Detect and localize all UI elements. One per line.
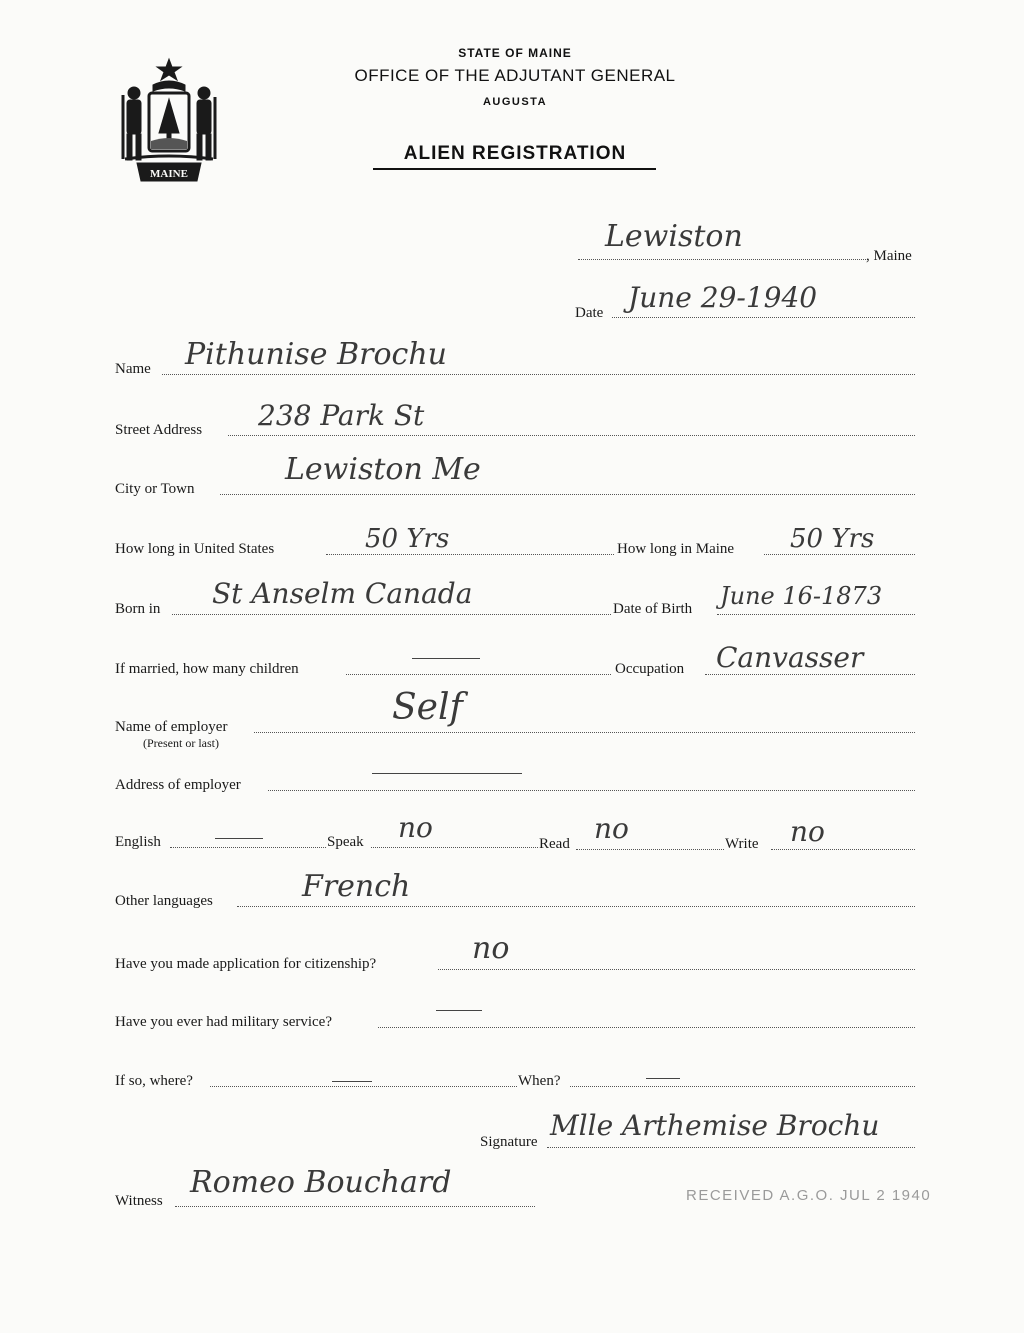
received-stamp: RECEIVED A.G.O. JUL 2 1940 xyxy=(686,1187,932,1204)
signature-value[interactable]: Mlle Arthemise Brochu xyxy=(550,1109,880,1142)
how-long-us-value[interactable]: 50 Yrs xyxy=(365,524,450,554)
how-long-me-label: How long in Maine xyxy=(617,541,735,557)
how-long-us-label: How long in United States xyxy=(115,541,275,557)
english-dash xyxy=(215,838,263,839)
town-value[interactable]: Lewiston xyxy=(605,219,743,254)
married-label: If married, how many children xyxy=(115,661,299,677)
where-line xyxy=(210,1086,517,1087)
citizenship-label: Have you made application for citizenship? xyxy=(115,956,377,972)
employer-line xyxy=(254,732,915,733)
born-in-label: Born in xyxy=(115,601,161,617)
name-label: Name xyxy=(115,361,151,377)
maine-label: , Maine xyxy=(866,248,912,264)
where-label: If so, where? xyxy=(115,1073,193,1089)
read-value[interactable]: no xyxy=(594,812,629,845)
town-line xyxy=(578,259,866,260)
citizenship-line xyxy=(438,969,915,970)
dob-label: Date of Birth xyxy=(613,601,693,617)
speak-label: Speak xyxy=(327,834,364,850)
dob-value[interactable]: June 16-1873 xyxy=(720,582,883,610)
english-line xyxy=(170,847,326,848)
married-line xyxy=(346,674,611,675)
how-long-me-line xyxy=(764,554,915,555)
street-line xyxy=(228,435,915,436)
form-title: ALIEN REGISTRATION xyxy=(403,143,627,164)
married-dash xyxy=(412,658,480,659)
signature-line xyxy=(547,1147,915,1148)
city-label: City or Town xyxy=(115,481,195,497)
title-underline xyxy=(373,168,656,170)
date-label: Date xyxy=(575,305,604,321)
when-dash xyxy=(646,1078,680,1079)
born-in-line xyxy=(172,614,611,615)
how-long-us-line xyxy=(326,554,614,555)
street-value[interactable]: 238 Park St xyxy=(258,399,425,432)
city-line xyxy=(220,494,915,495)
where-dash xyxy=(332,1081,372,1082)
witness-label: Witness xyxy=(115,1193,163,1209)
military-line xyxy=(378,1027,915,1028)
when-line xyxy=(570,1086,915,1087)
when-label: When? xyxy=(518,1073,561,1089)
other-languages-label: Other languages xyxy=(115,893,213,909)
how-long-me-value[interactable]: 50 Yrs xyxy=(790,524,875,554)
state-heading: STATE OF MAINE xyxy=(458,46,572,60)
born-in-value[interactable]: St Anselm Canada xyxy=(212,577,473,610)
date-value[interactable]: June 29-1940 xyxy=(628,281,818,314)
signature-label: Signature xyxy=(480,1134,538,1150)
maine-state-seal-icon xyxy=(115,55,223,187)
witness-value[interactable]: Romeo Bouchard xyxy=(190,1165,452,1200)
street-label: Street Address xyxy=(115,422,203,438)
employer-value[interactable]: Self xyxy=(392,687,463,728)
city-value[interactable]: Lewiston Me xyxy=(285,452,481,487)
citizenship-value[interactable]: no xyxy=(472,931,510,966)
witness-line xyxy=(175,1206,535,1207)
office-heading: OFFICE OF THE ADJUTANT GENERAL xyxy=(354,66,676,85)
read-line xyxy=(576,849,724,850)
write-label: Write xyxy=(725,836,759,852)
employer-note: (Present or last) xyxy=(143,736,219,750)
dob-line xyxy=(717,614,915,615)
occupation-label: Occupation xyxy=(615,661,685,677)
other-languages-line xyxy=(237,906,915,907)
employer-address-label: Address of employer xyxy=(115,777,241,793)
employer-address-line xyxy=(268,790,915,791)
english-label: English xyxy=(115,834,161,850)
occupation-value[interactable]: Canvasser xyxy=(716,641,864,674)
employer-label: Name of employer xyxy=(115,719,228,735)
write-line xyxy=(771,849,915,850)
seal-banner-text: MAINE xyxy=(150,168,188,180)
name-value[interactable]: Pithunise Brochu xyxy=(185,337,447,372)
occupation-line xyxy=(705,674,915,675)
military-label: Have you ever had military service? xyxy=(115,1014,332,1030)
city-heading: AUGUSTA xyxy=(482,96,548,108)
speak-line xyxy=(371,847,538,848)
read-label: Read xyxy=(539,836,570,852)
military-dash xyxy=(436,1010,482,1011)
other-languages-value[interactable]: French xyxy=(302,869,411,904)
employer-address-dash xyxy=(372,773,522,774)
date-line xyxy=(612,317,915,318)
write-value[interactable]: no xyxy=(790,815,825,848)
name-line xyxy=(162,374,915,375)
speak-value[interactable]: no xyxy=(398,811,433,844)
